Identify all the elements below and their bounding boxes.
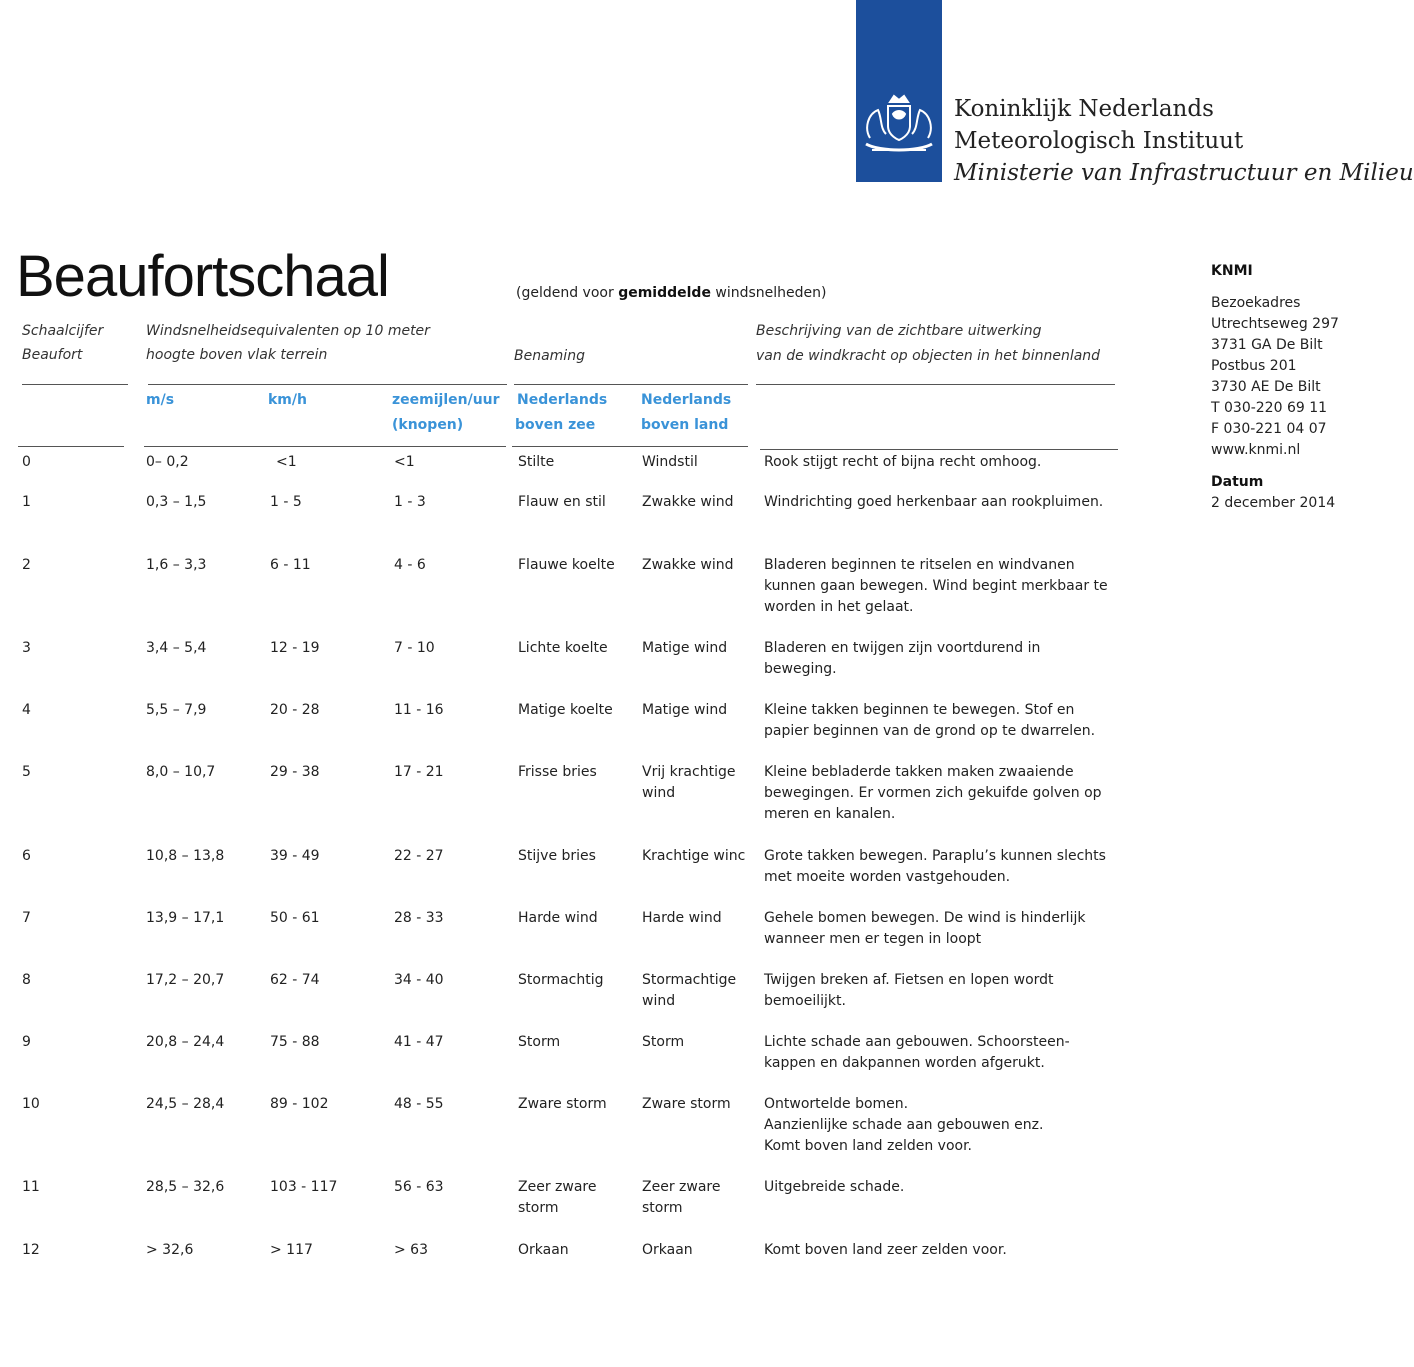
row-ms: 13,9 – 17,1	[146, 910, 225, 926]
row-description-line: Rook stijgt recht of bijna recht omhoog.	[764, 454, 1042, 470]
row-description-line: meren en kanalen.	[764, 806, 896, 822]
row-description-line: Grote takken bewegen. Paraplu’s kunnen slechts	[764, 848, 1106, 864]
row-description	[764, 452, 1041, 473]
row-name-land-line: Zware storm	[642, 1096, 731, 1112]
row-name-land-line: Vrij krachtige	[642, 764, 736, 780]
row-name-sea	[518, 1177, 596, 1219]
row-description-line: Uitgebreide schade.	[764, 1179, 905, 1195]
row-description-line: Gehele bomen bewegen. De wind is hinderlijk	[764, 910, 1086, 926]
row-knots: 11 - 16	[394, 702, 444, 718]
row-knots: 48 - 55	[394, 1096, 444, 1112]
sidebar-web[interactable]: www.knmi.nl	[1211, 442, 1301, 458]
row-ms: 5,5 – 7,9	[146, 702, 207, 718]
row-name-land	[642, 452, 750, 473]
row-description	[764, 700, 1095, 742]
subheader-sea-line2: boven zee	[515, 417, 596, 433]
sidebar-postcode: 3730 AE De Bilt	[1211, 379, 1321, 395]
row-name-land-line: Zwakke wind	[642, 557, 734, 573]
sidebar-visit-label: Bezoekadres	[1211, 295, 1301, 311]
row-name-sea-line: Harde wind	[518, 910, 598, 926]
row-description	[764, 638, 1040, 680]
row-description	[764, 1240, 1007, 1261]
row-description-line: wanneer men er tegen in loopt	[764, 931, 982, 947]
row-beaufort-number: 4	[22, 702, 31, 718]
row-description	[764, 908, 1085, 950]
row-ms: 20,8 – 24,4	[146, 1034, 225, 1050]
row-name-land	[642, 762, 750, 804]
row-name-sea-line: Stormachtig	[518, 972, 604, 988]
row-description	[764, 555, 1108, 618]
row-name-sea-line: Flauw en stil	[518, 494, 606, 510]
subheader-land-line2: boven land	[641, 417, 729, 433]
row-knots: 7 - 10	[394, 640, 435, 656]
row-beaufort-number: 0	[22, 454, 31, 470]
row-name-land-line: Krachtige winc	[642, 848, 746, 864]
row-name-sea	[518, 1032, 560, 1053]
row-description-line: Kleine takken beginnen te bewegen. Stof en	[764, 702, 1075, 718]
row-description	[764, 970, 1054, 1012]
subheader-rule	[512, 446, 748, 447]
row-name-sea-line: Frisse bries	[518, 764, 597, 780]
row-knots: 1 - 3	[394, 494, 426, 510]
row-name-sea-line: Orkaan	[518, 1242, 569, 1258]
row-ms: 0– 0,2	[146, 454, 189, 470]
row-name-land-line: Orkaan	[642, 1242, 693, 1258]
row-name-land	[642, 492, 750, 513]
header-rule	[514, 384, 748, 385]
row-ms: > 32,6	[146, 1242, 194, 1258]
row-description-line: Windrichting goed herkenbaar aan rookpluimen.	[764, 494, 1104, 510]
row-description-line: kappen en dakpannen worden afgerukt.	[764, 1055, 1045, 1071]
row-description-line: Aanzienlijke schade aan gebouwen enz.	[764, 1117, 1044, 1133]
subtitle-bold: gemiddelde	[618, 285, 711, 301]
row-description-line: Komt boven land zeer zelden voor.	[764, 1242, 1007, 1258]
subheader-kmh: km/h	[268, 392, 307, 408]
row-kmh: 20 - 28	[270, 702, 320, 718]
row-name-sea	[518, 1240, 569, 1261]
row-ms: 17,2 – 20,7	[146, 972, 225, 988]
subtitle-suffix: windsnelheden)	[710, 285, 827, 301]
row-description-line: papier beginnen van de grond op te dwarrelen.	[764, 723, 1096, 739]
row-knots: 22 - 27	[394, 848, 444, 864]
row-beaufort-number: 12	[22, 1242, 40, 1258]
row-name-land-line: Windstil	[642, 454, 698, 470]
row-description-line: kunnen gaan bewegen. Wind begint merkbaar te	[764, 578, 1108, 594]
org-name-line2: Meteorologisch Instituut	[954, 128, 1244, 154]
sidebar-date: 2 december 2014	[1211, 495, 1336, 511]
sidebar-phone: T 030-220 69 11	[1211, 400, 1328, 416]
row-kmh: 29 - 38	[270, 764, 320, 780]
header-rule	[22, 384, 128, 385]
row-name-sea-line: Stijve bries	[518, 848, 596, 864]
row-beaufort-number: 9	[22, 1034, 31, 1050]
row-description-line: beweging.	[764, 661, 837, 677]
sidebar-address1: Utrechtseweg 297	[1211, 316, 1339, 332]
row-name-sea	[518, 762, 597, 783]
row-knots: 56 - 63	[394, 1179, 444, 1195]
sidebar-name: KNMI	[1211, 263, 1253, 279]
row-name-land	[642, 1094, 750, 1115]
row-name-sea-line: Storm	[518, 1034, 561, 1050]
row-beaufort-number: 5	[22, 764, 31, 780]
subheader-knots-line2: (knopen)	[392, 417, 464, 433]
row-description-line: Twijgen breken af. Fietsen en lopen wordt	[764, 972, 1054, 988]
row-ms: 0,3 – 1,5	[146, 494, 207, 510]
row-kmh: 62 - 74	[270, 972, 320, 988]
row-beaufort-number: 3	[22, 640, 31, 656]
row-description-line: Kleine bebladerde takken maken zwaaiende	[764, 764, 1074, 780]
header-speed-line1: Windsnelheidsequivalenten op 10 meter	[146, 323, 430, 339]
row-name-land-line: Storm	[642, 1034, 685, 1050]
subheader-rule	[760, 449, 1118, 450]
row-name-land-line: Matige wind	[642, 640, 728, 656]
subheader-knots-line1: zeemijlen/uur	[392, 392, 500, 408]
row-name-sea	[518, 846, 596, 867]
row-name-land	[642, 638, 750, 659]
row-knots: > 63	[394, 1242, 428, 1258]
row-description	[764, 762, 1102, 825]
row-name-land	[642, 555, 750, 576]
row-kmh: 103 - 117	[270, 1179, 338, 1195]
row-name-sea-line: Lichte koelte	[518, 640, 608, 656]
row-description	[764, 846, 1106, 888]
row-description-line: bewegingen. Er vormen zich gekuifde golven op	[764, 785, 1102, 801]
row-kmh: > 117	[270, 1242, 313, 1258]
row-name-sea	[518, 970, 604, 991]
row-name-land	[642, 700, 750, 721]
row-description-line: worden in het gelaat.	[764, 599, 914, 615]
subtitle	[516, 285, 827, 301]
row-description-line: Bladeren beginnen te ritselen en windvanen	[764, 557, 1075, 573]
row-name-sea-line: Flauwe koelte	[518, 557, 615, 573]
header-scale-line2: Beaufort	[22, 347, 83, 363]
row-knots: 17 - 21	[394, 764, 444, 780]
header-speed-line2: hoogte boven vlak terrein	[146, 347, 328, 363]
org-name-line1: Koninklijk Nederlands	[954, 96, 1214, 122]
row-name-land	[642, 970, 750, 1012]
page-title: Beaufortschaal	[16, 244, 389, 309]
row-description-line: Lichte schade aan gebouwen. Schoorsteen-	[764, 1034, 1070, 1050]
header-desc-line2: van de windkracht op objecten in het binnenland	[756, 348, 1101, 364]
row-description-line: met moeite worden vastgehouden.	[764, 869, 1011, 885]
ministry-name: Ministerie van Infrastructuur en Milieu	[954, 160, 1414, 186]
row-name-sea-line: Zeer zware	[518, 1179, 597, 1195]
row-kmh: 12 - 19	[270, 640, 320, 656]
row-name-land-line: Harde wind	[642, 910, 722, 926]
row-beaufort-number: 1	[22, 494, 31, 510]
sidebar-postbus: Postbus 201	[1211, 358, 1297, 374]
row-knots: 41 - 47	[394, 1034, 444, 1050]
row-name-land	[642, 846, 750, 867]
subheader-rule	[18, 446, 124, 447]
row-name-land-line: storm	[642, 1200, 683, 1216]
row-name-land-line: Stormachtige	[642, 972, 737, 988]
row-beaufort-number: 11	[22, 1179, 40, 1195]
row-ms: 1,6 – 3,3	[146, 557, 207, 573]
row-name-land-line: Zeer zware	[642, 1179, 721, 1195]
sidebar-fax: F 030-221 04 07	[1211, 421, 1327, 437]
row-beaufort-number: 10	[22, 1096, 40, 1112]
row-name-sea	[518, 700, 613, 721]
row-name-land-line: Matige wind	[642, 702, 728, 718]
row-kmh: 50 - 61	[270, 910, 320, 926]
row-name-sea-line: storm	[518, 1200, 559, 1216]
row-kmh: 75 - 88	[270, 1034, 320, 1050]
row-beaufort-number: 6	[22, 848, 31, 864]
sidebar-date-label	[1211, 472, 1263, 493]
row-description	[764, 492, 1103, 513]
row-name-land	[642, 1177, 750, 1219]
row-kmh: 1 - 5	[270, 494, 302, 510]
row-name-sea	[518, 452, 554, 473]
row-description	[764, 1094, 1043, 1157]
row-name-land	[642, 1032, 750, 1053]
row-name-land-line: Zwakke wind	[642, 494, 734, 510]
subheader-sea-line1: Nederlands	[517, 392, 608, 408]
row-description-line: Bladeren en twijgen zijn voortdurend in	[764, 640, 1041, 656]
row-description-line: bemoeilijkt.	[764, 993, 846, 1009]
row-name-sea	[518, 1094, 607, 1115]
header-rule	[756, 384, 1115, 385]
row-name-sea	[518, 555, 615, 576]
row-beaufort-number: 8	[22, 972, 31, 988]
row-description-line: Komt boven land zelden voor.	[764, 1138, 972, 1154]
row-beaufort-number: 7	[22, 910, 31, 926]
header-rule	[148, 384, 507, 385]
header-name: Benaming	[514, 348, 585, 364]
subheader-rule	[144, 446, 506, 447]
coat-of-arms-icon	[860, 92, 938, 162]
row-name-land	[642, 908, 750, 929]
row-knots: <1	[394, 454, 415, 470]
row-knots: 28 - 33	[394, 910, 444, 926]
header-scale-line1: Schaalcijfer	[22, 323, 104, 339]
date-label: Datum	[1211, 474, 1264, 490]
sidebar-org	[1211, 261, 1253, 282]
row-kmh: 89 - 102	[270, 1096, 329, 1112]
row-name-sea	[518, 638, 608, 659]
row-description-line: Ontwortelde bomen.	[764, 1096, 909, 1112]
row-beaufort-number: 2	[22, 557, 31, 573]
header-desc-line1: Beschrijving van de zichtbare uitwerking	[756, 323, 1042, 339]
subheader-land-line1: Nederlands	[641, 392, 732, 408]
row-name-sea	[518, 908, 598, 929]
row-kmh: 39 - 49	[270, 848, 320, 864]
row-name-sea-line: Matige koelte	[518, 702, 613, 718]
row-description	[764, 1032, 1070, 1074]
row-ms: 3,4 – 5,4	[146, 640, 207, 656]
subtitle-prefix: (geldend voor	[516, 285, 619, 301]
row-ms: 8,0 – 10,7	[146, 764, 216, 780]
row-name-sea	[518, 492, 606, 513]
sidebar-address2: 3731 GA De Bilt	[1211, 337, 1323, 353]
row-kmh: <1	[276, 454, 297, 470]
row-name-land	[642, 1240, 750, 1261]
row-kmh: 6 - 11	[270, 557, 311, 573]
subheader-ms: m/s	[146, 392, 175, 408]
row-ms: 10,8 – 13,8	[146, 848, 225, 864]
row-name-sea-line: Zware storm	[518, 1096, 607, 1112]
row-knots: 4 - 6	[394, 557, 426, 573]
row-knots: 34 - 40	[394, 972, 444, 988]
row-description	[764, 1177, 904, 1198]
rijksoverheid-logo	[856, 0, 942, 182]
row-name-sea-line: Stilte	[518, 454, 555, 470]
row-name-land-line: wind	[642, 993, 676, 1009]
row-ms: 24,5 – 28,4	[146, 1096, 225, 1112]
row-name-land-line: wind	[642, 785, 676, 801]
row-ms: 28,5 – 32,6	[146, 1179, 225, 1195]
